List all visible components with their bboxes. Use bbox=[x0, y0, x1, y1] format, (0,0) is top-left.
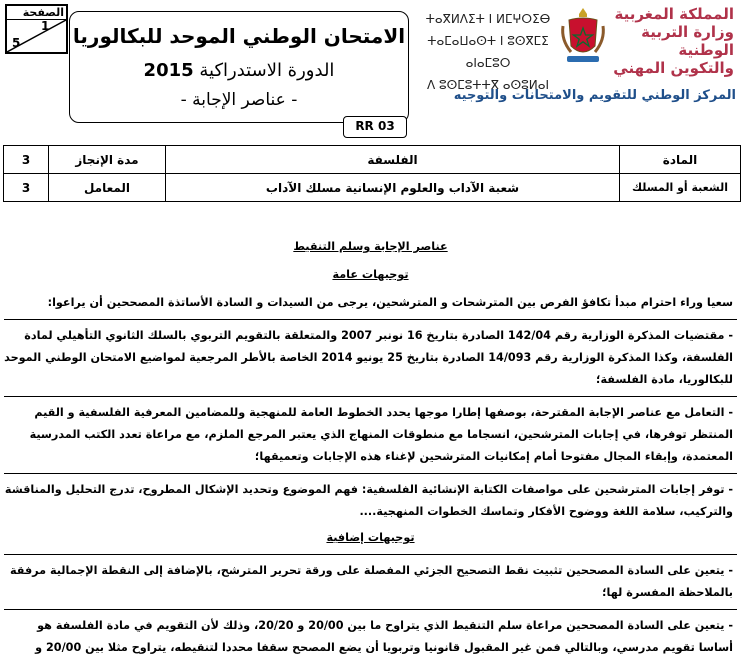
divider bbox=[4, 319, 737, 320]
general-guidelines-heading: توجيهات عامة bbox=[332, 268, 409, 281]
divider bbox=[4, 396, 737, 397]
kingdom-line-3: والتكوين المهني bbox=[613, 59, 734, 77]
intro-paragraph: سعيا وراء احترام مبدأ تكافؤ الفرص بين المترشحات و المترشحين، يرجى من السيدات و السادة الأساتذة المصححين أن يراعوا: bbox=[47, 296, 733, 309]
branch-row bbox=[4, 174, 741, 202]
kingdom-line-2: وزارة التربية الوطنية bbox=[641, 23, 734, 59]
extra-guidelines-heading: توجيهات إضافية bbox=[326, 531, 415, 544]
exam-info-table bbox=[3, 145, 741, 202]
duration-label: مدة الإنجاز bbox=[49, 146, 166, 174]
main-heading: عناصر الإجابة وسلم التنقيط bbox=[293, 240, 448, 253]
branch-value: شعبة الآداب والعلوم الإنسانية مسلك الآداب bbox=[166, 174, 620, 202]
royal-emblem-icon bbox=[559, 6, 607, 66]
page-counter-box bbox=[5, 4, 68, 54]
page-counter-divider bbox=[7, 19, 66, 20]
duration-value: 3 bbox=[4, 146, 49, 174]
extra-guideline-1: - يتعين على السادة المصححين تثبيت نقط التصحيح الجزئي المفصلة على ورقة تحرير المترشح، بالإضافة إلى النقطة الإجمالية مرفقة بالملاحظة المفسرة لها؛ bbox=[10, 564, 733, 599]
branch-label: الشعبة أو المسلك bbox=[620, 174, 741, 202]
subject-row bbox=[4, 146, 741, 174]
guideline-2: - التعامل مع عناصر الإجابة المقترحة، بوصفها إطارا موجها يحدد الخطوط العامة للمنهجية وللمضامين المعرفية الفلسفية و القيم المنتظر توفرها، في إجابات المترشحين، انسجاما مع منطوقات المنهاج الذي يعتبر المرجع الملزم، مع مراعاة تعدد الكتب المدرسية المعتمدة، وإبقاء المجال مفتوحا أمام إمكانيات المترشحين لإغناء هذه الإجابات وتعميقها؛ bbox=[29, 406, 733, 463]
session-year: 2015 bbox=[143, 60, 194, 81]
exam-session bbox=[70, 60, 408, 81]
evaluation-center-name: المركز الوطني للتقويم والامتحانات والتوجيه bbox=[453, 88, 736, 103]
exam-title: الامتحان الوطني الموحد للبكالوريا bbox=[72, 24, 406, 48]
exam-title-box bbox=[69, 11, 409, 123]
divider bbox=[4, 473, 737, 474]
tifinagh-line-1: ⵜⴰⴳⵍⴷⵉⵜ ⵏ ⵍⵎⵖⵔⵉⴱ bbox=[425, 12, 551, 26]
guideline-1: - مقتضيات المذكرة الوزارية رقم 142/04 الصادرة بتاريخ 16 نونبر 2007 والمتعلقة بالتقويم التربوي بالسلك الثانوي التأهيلي لمادة الفلسفة، وكذا المذكرة الوزارية رقم 14/093 الصادرة بتاريخ 25 يونيو 2014 الخاصة بالأطر المرجعية لمواضيع الامتحان الوطني الموحد للبكالوريا، مادة الفلسفة؛ bbox=[4, 329, 733, 386]
coefficient-value: 3 bbox=[4, 174, 49, 202]
page-current: 1 bbox=[41, 19, 50, 33]
tifinagh-header bbox=[420, 8, 556, 96]
page-total: 5 bbox=[12, 36, 21, 50]
coefficient-label: المعامل bbox=[49, 174, 166, 202]
page-counter-label: الصفحة bbox=[22, 6, 64, 19]
answer-guidelines bbox=[4, 236, 737, 659]
ministry-name bbox=[612, 5, 734, 77]
tifinagh-line-3: ⴷ ⵓⵙⵎⵓⵜⵜⴳ ⴰⵙⵓⵍⴰⵏ bbox=[426, 78, 549, 92]
exam-code: RR 03 bbox=[343, 116, 407, 138]
tifinagh-line-2: ⵜⴰⵎⴰⵡⴰⵙⵜ ⵏ ⵓⵙⴳⵎⵉ ⴰⵏⴰⵎⵓⵔ bbox=[427, 34, 549, 70]
subject-value: الفلسفة bbox=[166, 146, 620, 174]
extra-guideline-2: - يتعين على السادة المصححين مراعاة سلم التنقيط الذي يتراوح ما بين 20/00 و 20/20، وذلك لأن التقويم في مادة الفلسفة هو أساسا تقويم مدرسي، وبالتالي فمن غير المقبول قانونيا وتربويا أن يضع المصحح سقفا محددا لتنقيطه، يتراوح مثلا بين 20/00 و bbox=[35, 619, 733, 654]
kingdom-line-1: المملكة المغربية bbox=[614, 5, 734, 23]
guideline-3: - توفر إجابات المترشحين على مواصفات الكتابة الإنشائية الفلسفية: فهم الموضوع وتحديد الإشكال المطروح، تدرج التحليل والمناقشة والتركيب، سلامة اللغة ووضوح الأفكار وتماسك الخطوات المنهجية.... bbox=[4, 483, 733, 518]
subject-label: المادة bbox=[620, 146, 741, 174]
exam-subtitle: - عناصر الإجابة - bbox=[180, 90, 298, 110]
divider bbox=[4, 609, 737, 610]
session-name: الدورة الاستدراكية bbox=[199, 60, 335, 81]
divider bbox=[4, 554, 737, 555]
